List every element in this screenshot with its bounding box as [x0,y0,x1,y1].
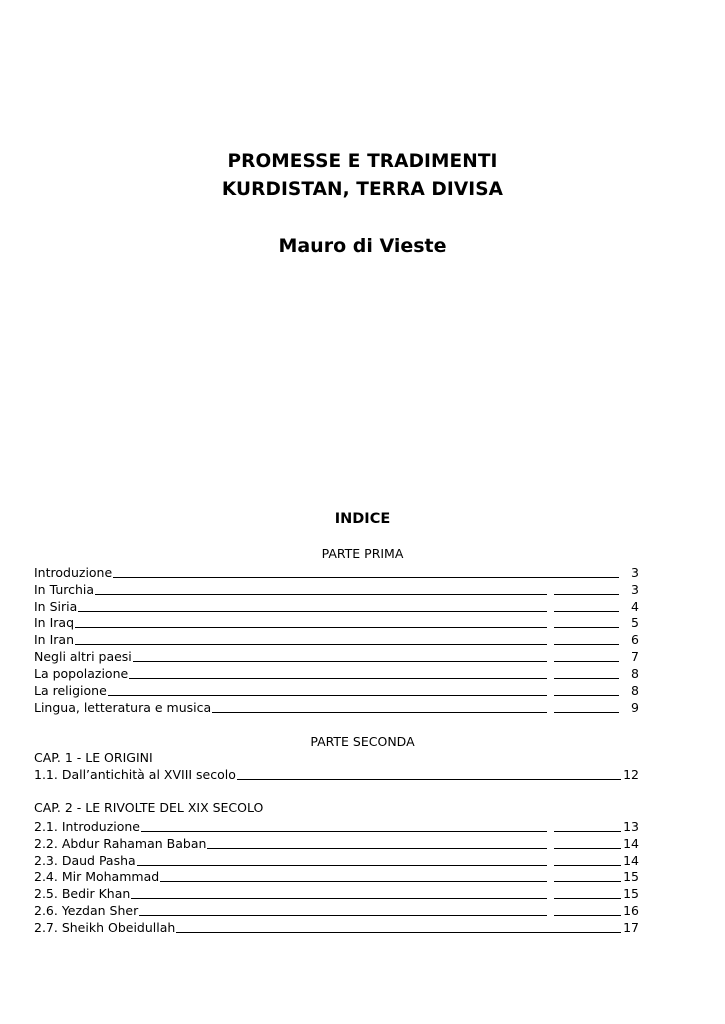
toc-entry-label: In Turchia [34,582,95,597]
toc-entry [34,699,639,716]
toc-entry-page: 3 [631,565,639,580]
toc-entry-page: 14 [623,836,639,851]
toc-entry [34,564,639,581]
toc-entry-label: 2.1. Introduzione [34,819,140,834]
toc-entry [34,835,639,852]
toc-entry [34,581,639,598]
book-title-line-1: PROMESSE E TRADIMENTI [227,151,498,172]
book-author: Mauro di Vieste [278,235,447,257]
chapter-1-title: CAP. 1 - LE ORIGINI [34,750,153,765]
toc-entry-page: 8 [631,683,639,698]
toc-entry-page: 17 [623,920,639,935]
leader-line [554,865,621,866]
leader-line [34,611,547,612]
toc-entry-label: Lingua, letteratura e musica [34,700,212,715]
leader-line [554,678,619,679]
toc-entry-page: 8 [631,666,639,681]
leader-line [554,881,621,882]
toc-entry-label: In Iraq [34,615,75,630]
toc-entry-label: 2.6. Yezdan Sher [34,903,139,918]
toc-entry [34,818,639,835]
leader-line [554,695,619,696]
toc-entry-label: In Iran [34,632,74,647]
toc-entry-page: 12 [623,767,639,782]
leader-line [554,661,619,662]
leader-line [554,611,619,612]
toc-entry-label: 2.7. Sheikh Obeidullah [34,920,176,935]
leader-line [554,915,621,916]
book-title-line-2: KURDISTAN, TERRA DIVISA [221,179,504,200]
toc-entry [34,631,639,648]
toc-entry [34,665,639,682]
toc-entry [34,868,639,885]
leader-line [34,695,547,696]
toc-entry [34,614,639,631]
part-one-heading: PARTE PRIMA [321,546,404,561]
toc-entry-label: In Siria [34,599,78,614]
toc-entry-page: 4 [631,599,639,614]
toc-entry-label: 1.1. Dall’antichità al XVIII secolo [34,767,236,782]
toc-entry-page: 15 [623,869,639,884]
toc-entry-label: 2.5. Bedir Khan [34,886,131,901]
leader-line [554,848,621,849]
toc-entry-label: La religione [34,683,107,698]
toc-entry-page: 6 [631,632,639,647]
leader-line [34,594,547,595]
leader-line [554,594,619,595]
toc-entry [34,919,639,936]
toc-entry-page: 15 [623,886,639,901]
toc-entry [34,766,639,783]
toc-entry [34,902,639,919]
toc-entry-page: 7 [631,649,639,664]
toc-entry [34,852,639,869]
leader-line [554,898,621,899]
toc-entry-label: 2.2. Abdur Rahaman Baban [34,836,207,851]
leader-line [554,644,619,645]
leader-line [554,831,621,832]
leader-line [34,644,547,645]
toc-entry-page: 14 [623,853,639,868]
toc-entry-page: 5 [631,615,639,630]
leader-line [554,712,619,713]
leader-line [554,627,619,628]
toc-entry-label: 2.4. Mir Mohammad [34,869,160,884]
toc-entry-label: Introduzione [34,565,113,580]
leader-line [34,627,547,628]
toc-entry-page: 13 [623,819,639,834]
toc-entry-page: 9 [631,700,639,715]
toc-entry [34,598,639,615]
toc-entry [34,682,639,699]
chapter-2-title: CAP. 2 - LE RIVOLTE DEL XIX SECOLO [34,800,264,815]
toc-entry-label: 2.3. Daud Pasha [34,853,136,868]
toc-entry-page: 3 [631,582,639,597]
toc-entry-label: La popolazione [34,666,129,681]
part-two-heading: PARTE SECONDA [310,734,415,749]
toc-entry [34,885,639,902]
index-heading: INDICE [334,511,391,527]
toc-entry-page: 16 [623,903,639,918]
leader-line [34,577,619,578]
toc-entry-label: Negli altri paesi [34,649,132,664]
toc-entry [34,648,639,665]
